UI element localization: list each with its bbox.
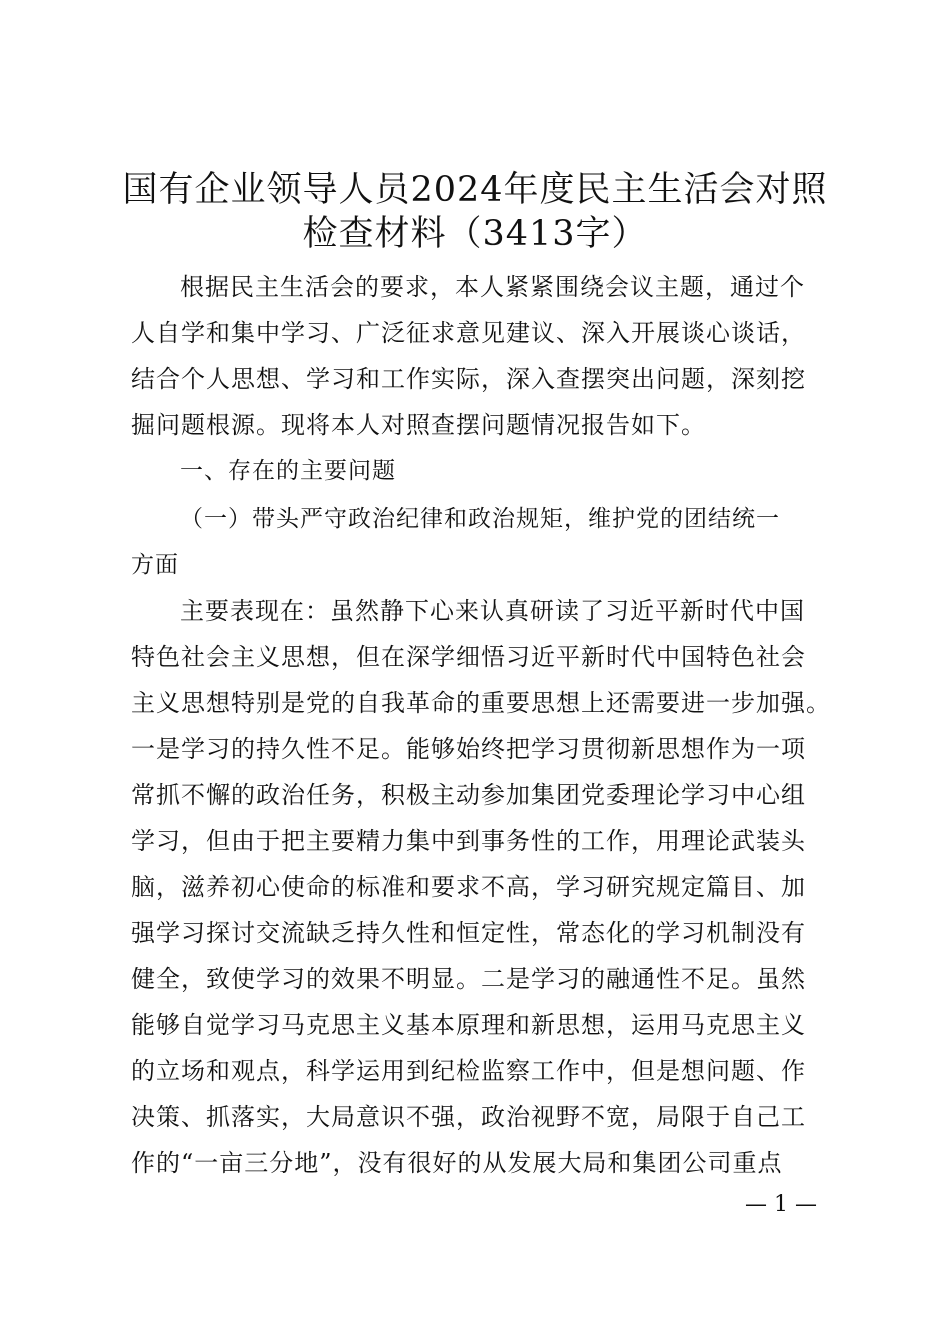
document-title [120, 168, 830, 256]
body-line-11: 的立场和观点，科学运用到纪检监察工作中，但是想问题、作 [131, 1057, 806, 1085]
title-line-2: 检查材料（3413字） [302, 214, 648, 254]
body-line-1: 主要表现在：虽然静下心来认真研读了习近平新时代中国 [180, 597, 805, 625]
body-line-3: 主义思想特别是党的自我革命的重要思想上还需要进一步加强。 [131, 689, 831, 717]
title-line-1: 国有企业领导人员2024年度民主生活会对照 [122, 170, 828, 210]
body-line-2: 特色社会主义思想，但在深学细悟习近平新时代中国特色社会 [131, 643, 806, 671]
body-line-7: 脑，滋养初心使命的标准和要求不高，学习研究规定篇目、加 [131, 873, 806, 901]
intro-line-2: 人自学和集中学习、广泛征求意见建议、深入开展谈心谈话， [131, 319, 806, 347]
body-line-9: 健全，致使学习的效果不明显。二是学习的融通性不足。虽然 [131, 965, 806, 993]
body-line-12: 决策、抓落实，大局意识不强，政治视野不宽，局限于自己工 [131, 1103, 806, 1131]
body-line-5: 常抓不懈的政治任务，积极主动参加集团党委理论学习中心组 [131, 781, 806, 809]
body-line-6: 学习，但由于把主要精力集中到事务性的工作，用理论武装头 [131, 827, 806, 855]
body-line-13: 作的“一亩三分地”，没有很好的从发展大局和集团公司重点 [131, 1149, 783, 1177]
body-line-4: 一是学习的持久性不足。能够始终把学习贯彻新思想作为一项 [131, 735, 806, 763]
subsection-heading-line-1: （一）带头严守政治纪律和政治规矩，维护党的团结统一 [180, 506, 780, 532]
subsection-heading-line-2: 方面 [131, 552, 179, 578]
section-heading: 一、存在的主要问题 [180, 458, 396, 484]
body-line-10: 能够自觉学习马克思主义基本原理和新思想，运用马克思主义 [131, 1011, 806, 1039]
intro-line-1: 根据民主生活会的要求，本人紧紧围绕会议主题，通过个 [180, 273, 805, 301]
body-line-8: 强学习探讨交流缺乏持久性和恒定性，常态化的学习机制没有 [131, 919, 806, 947]
intro-line-4: 掘问题根源。现将本人对照查摆问题情况报告如下。 [131, 411, 706, 439]
page-number: — 1 — [745, 1192, 817, 1217]
intro-line-3: 结合个人思想、学习和工作实际，深入查摆突出问题，深刻挖 [131, 365, 806, 393]
